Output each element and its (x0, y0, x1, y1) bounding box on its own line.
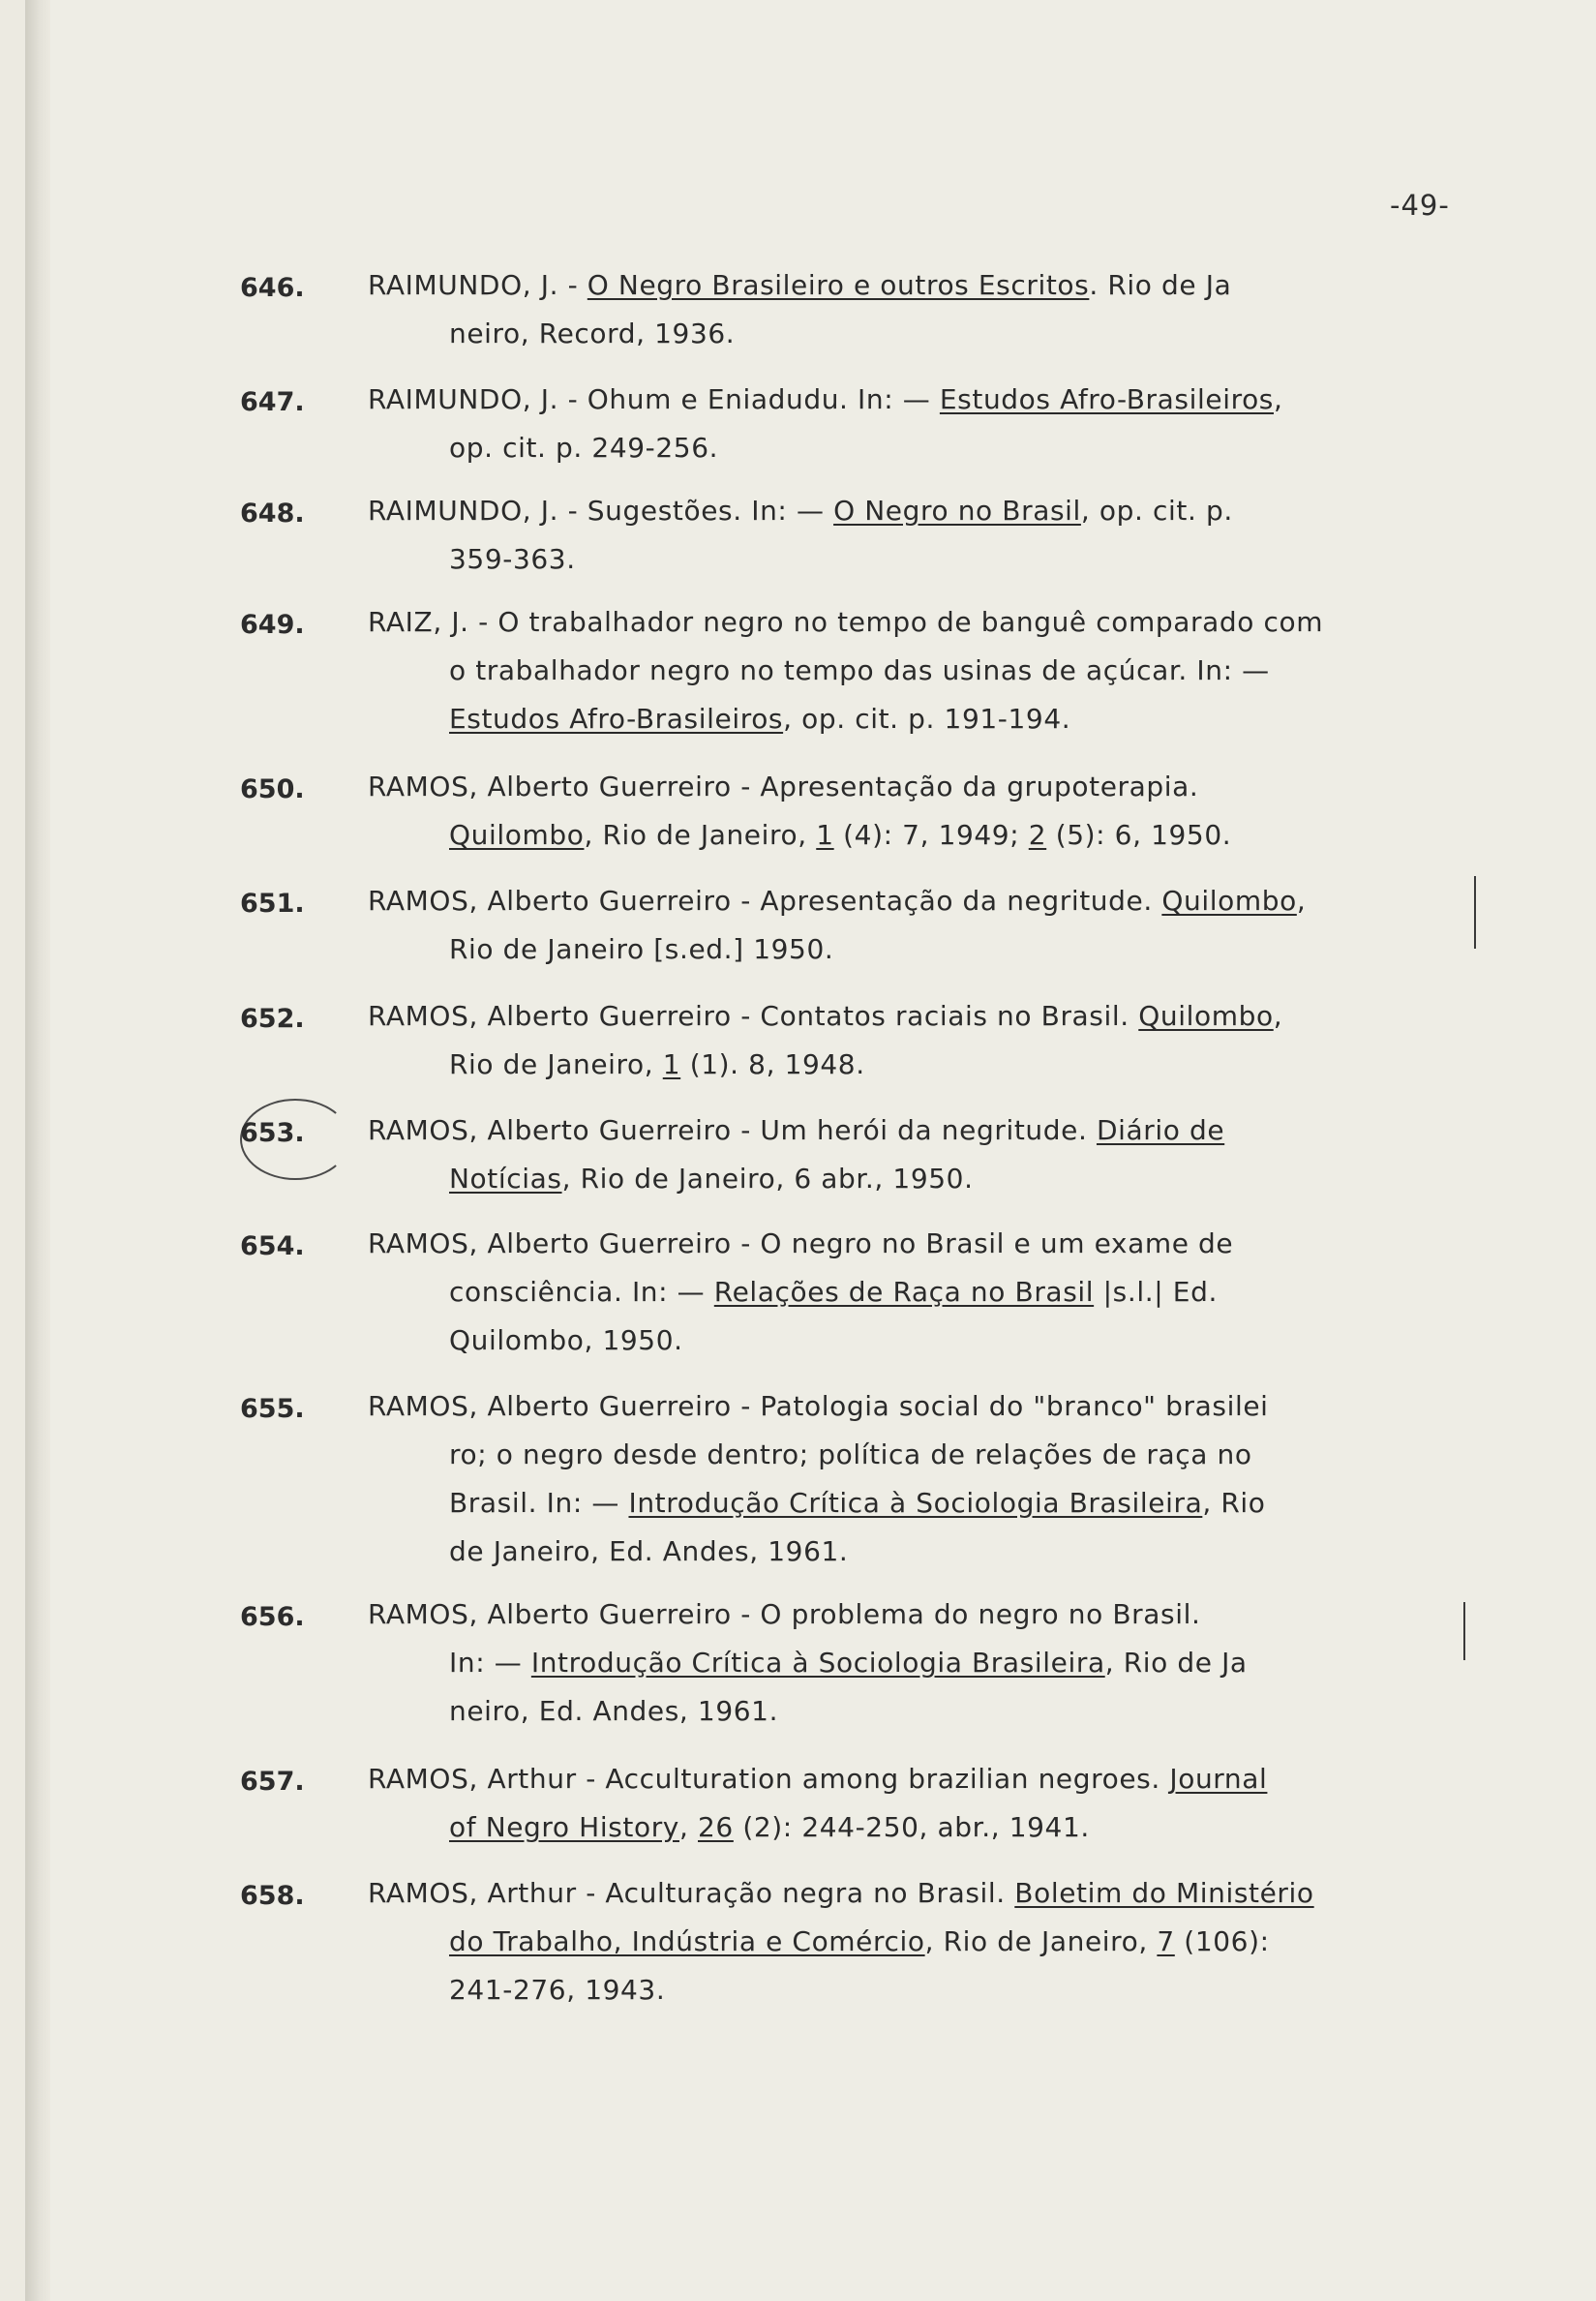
entry-line-continuation (449, 1487, 1266, 1519)
entry-text: (1). 8, 1948. (680, 1048, 865, 1080)
entry-line-continuation (449, 1163, 974, 1195)
entry-text: , op. cit. p. 191-194. (783, 703, 1071, 735)
entry-line-continuation (449, 1974, 665, 2006)
underlined-title-text: 7 (1157, 1925, 1175, 1957)
underlined-title-text: 1 (662, 1048, 681, 1080)
entry-text: RAMOS, Alberto Guerreiro - Patologia social do "branco" brasilei (368, 1390, 1269, 1422)
entry-text: RAMOS, Alberto Guerreiro - Apresentação da grupoterapia. (368, 771, 1199, 802)
entry-line-first (368, 1114, 1224, 1146)
entry-line-continuation (449, 1695, 778, 1727)
entry-text: Brasil. In: — (449, 1487, 629, 1519)
entry-text: 359-363. (449, 543, 576, 575)
underlined-title-text: Quilombo (449, 819, 585, 851)
entry-number: 651. (240, 889, 305, 919)
entry-number: 656. (240, 1602, 305, 1632)
entry-text: RAIMUNDO, J. - (368, 269, 587, 301)
entry-line-continuation (449, 819, 1231, 851)
entry-number: 647. (240, 387, 305, 417)
entry-text: , Rio de Ja (1104, 1647, 1248, 1679)
entry-text: , (1296, 885, 1307, 917)
entry-line-first (368, 1877, 1314, 1909)
entry-number: 657. (240, 1767, 305, 1797)
entry-text: , (678, 1811, 698, 1843)
underlined-title-text: Diário de (1096, 1114, 1225, 1146)
underlined-title-text: of Negro History (449, 1811, 679, 1843)
entry-line-first (368, 495, 1233, 527)
entry-text: |s.l.| Ed. (1094, 1276, 1218, 1308)
entry-line-first (368, 1227, 1233, 1259)
entry-text: op. cit. p. 249-256. (449, 432, 719, 464)
underlined-title-text: 2 (1028, 819, 1047, 851)
entry-number: 646. (240, 273, 305, 303)
page-binding-edge (25, 0, 50, 2301)
entry-text: RAIZ, J. - O trabalhador negro no tempo de banguê comparado com (368, 606, 1324, 638)
entry-text: , Rio (1202, 1487, 1266, 1519)
document-page (25, 0, 1596, 2301)
entry-text: neiro, Record, 1936. (449, 318, 736, 349)
underlined-title-text: Quilombo (1161, 885, 1297, 917)
entry-line-first (368, 606, 1323, 638)
entry-line-continuation (449, 1324, 683, 1356)
entry-line-first (368, 1000, 1282, 1032)
entry-text: , Rio de Janeiro, (584, 819, 817, 851)
underlined-title-text: 1 (816, 819, 834, 851)
page-number: -49- (1390, 189, 1450, 222)
entry-line-continuation (449, 933, 833, 965)
entry-text: (106): (1174, 1925, 1270, 1957)
entry-text: RAMOS, Arthur - Acculturation among brazilian negroes. (368, 1763, 1170, 1795)
entry-text: RAMOS, Alberto Guerreiro - Contatos raciais no Brasil. (368, 1000, 1139, 1032)
underlined-title-text: do Trabalho, Indústria e Comércio (449, 1925, 925, 1957)
entry-number: 648. (240, 499, 305, 529)
entry-line-first (368, 1763, 1267, 1795)
entry-text: , Rio de Janeiro, (924, 1925, 1158, 1957)
entry-text: 241-276, 1943. (449, 1974, 666, 2006)
underlined-title-text: Introdução Crítica à Sociologia Brasileira (628, 1487, 1203, 1519)
entry-number: 652. (240, 1004, 305, 1034)
entry-text: , Rio de Janeiro, 6 abr., 1950. (561, 1163, 974, 1195)
entry-line-continuation (449, 543, 576, 575)
underlined-title-text: Estudos Afro-Brasileiros (939, 383, 1274, 415)
underlined-title-text: Boletim do Ministério (1014, 1877, 1314, 1909)
entry-text: RAIMUNDO, J. - Ohum e Eniadudu. In: — (368, 383, 940, 415)
entry-line-first (368, 383, 1283, 415)
entry-text: (2): 244-250, abr., 1941. (733, 1811, 1090, 1843)
entry-line-continuation (449, 318, 735, 349)
underlined-title-text: Relações de Raça no Brasil (713, 1276, 1095, 1308)
underlined-title-text: 26 (698, 1811, 734, 1843)
margin-bar-mark (1463, 1602, 1465, 1660)
entry-text: Quilombo, 1950. (449, 1324, 683, 1356)
entry-line-first (368, 269, 1231, 301)
entry-text: RAMOS, Alberto Guerreiro - Apresentação da negritude. (368, 885, 1162, 917)
entry-text: (4): 7, 1949; (833, 819, 1029, 851)
entry-line-continuation (449, 1048, 865, 1080)
entry-text: RAMOS, Alberto Guerreiro - O negro no Brasil e um exame de (368, 1227, 1234, 1259)
entry-line-continuation (449, 703, 1070, 735)
entry-text: consciência. In: — (449, 1276, 714, 1308)
entry-line-continuation (449, 1925, 1270, 1957)
margin-bar-mark (1474, 876, 1476, 949)
entry-text: de Janeiro, Ed. Andes, 1961. (449, 1535, 849, 1567)
entry-text: o trabalhador negro no tempo das usinas de açúcar. In: — (449, 654, 1270, 686)
entry-line-continuation (449, 1647, 1248, 1679)
entry-text: ro; o negro desde dentro; política de relações de raça no (449, 1438, 1252, 1470)
entry-text: RAMOS, Alberto Guerreiro - O problema do negro no Brasil. (368, 1598, 1201, 1630)
underlined-title-text: Notícias (449, 1163, 562, 1195)
entry-text: In: — (449, 1647, 531, 1679)
entry-number: 654. (240, 1231, 305, 1261)
entry-text: , (1274, 383, 1283, 415)
underlined-title-text: O Negro Brasileiro e outros Escritos (587, 269, 1090, 301)
entry-number: 649. (240, 610, 305, 640)
entry-line-continuation (449, 432, 718, 464)
entry-line-first (368, 771, 1198, 802)
underlined-title-text: Introdução Crítica à Sociologia Brasileira (530, 1647, 1105, 1679)
entry-number: 655. (240, 1394, 305, 1424)
underlined-title-text: Estudos Afro-Brasileiros (449, 703, 784, 735)
entry-line-continuation (449, 1438, 1252, 1470)
entry-line-first (368, 1390, 1269, 1422)
entry-text: RAIMUNDO, J. - Sugestões. In: — (368, 495, 834, 527)
entry-text: RAMOS, Arthur - Aculturação negra no Brasil. (368, 1877, 1015, 1909)
entry-line-first (368, 1598, 1200, 1630)
entry-text: Rio de Janeiro, (449, 1048, 663, 1080)
entry-line-first (368, 885, 1306, 917)
entry-text: (5): 6, 1950. (1046, 819, 1232, 851)
underlined-title-text: O Negro no Brasil (833, 495, 1081, 527)
entry-line-continuation (449, 1276, 1218, 1308)
entry-text: , (1273, 1000, 1283, 1032)
entry-number: 653. (240, 1118, 305, 1148)
entry-line-continuation (449, 654, 1270, 686)
entry-text: neiro, Ed. Andes, 1961. (449, 1695, 779, 1727)
entry-text: , op. cit. p. (1080, 495, 1233, 527)
entry-line-continuation (449, 1535, 848, 1567)
entry-text: Rio de Janeiro [s.ed.] 1950. (449, 933, 834, 965)
underlined-title-text: Journal (1169, 1763, 1268, 1795)
entry-text: . Rio de Ja (1089, 269, 1232, 301)
entry-line-continuation (449, 1811, 1090, 1843)
entry-number: 650. (240, 774, 305, 804)
entry-number: 658. (240, 1881, 305, 1911)
entry-text: RAMOS, Alberto Guerreiro - Um herói da negritude. (368, 1114, 1097, 1146)
underlined-title-text: Quilombo (1138, 1000, 1274, 1032)
